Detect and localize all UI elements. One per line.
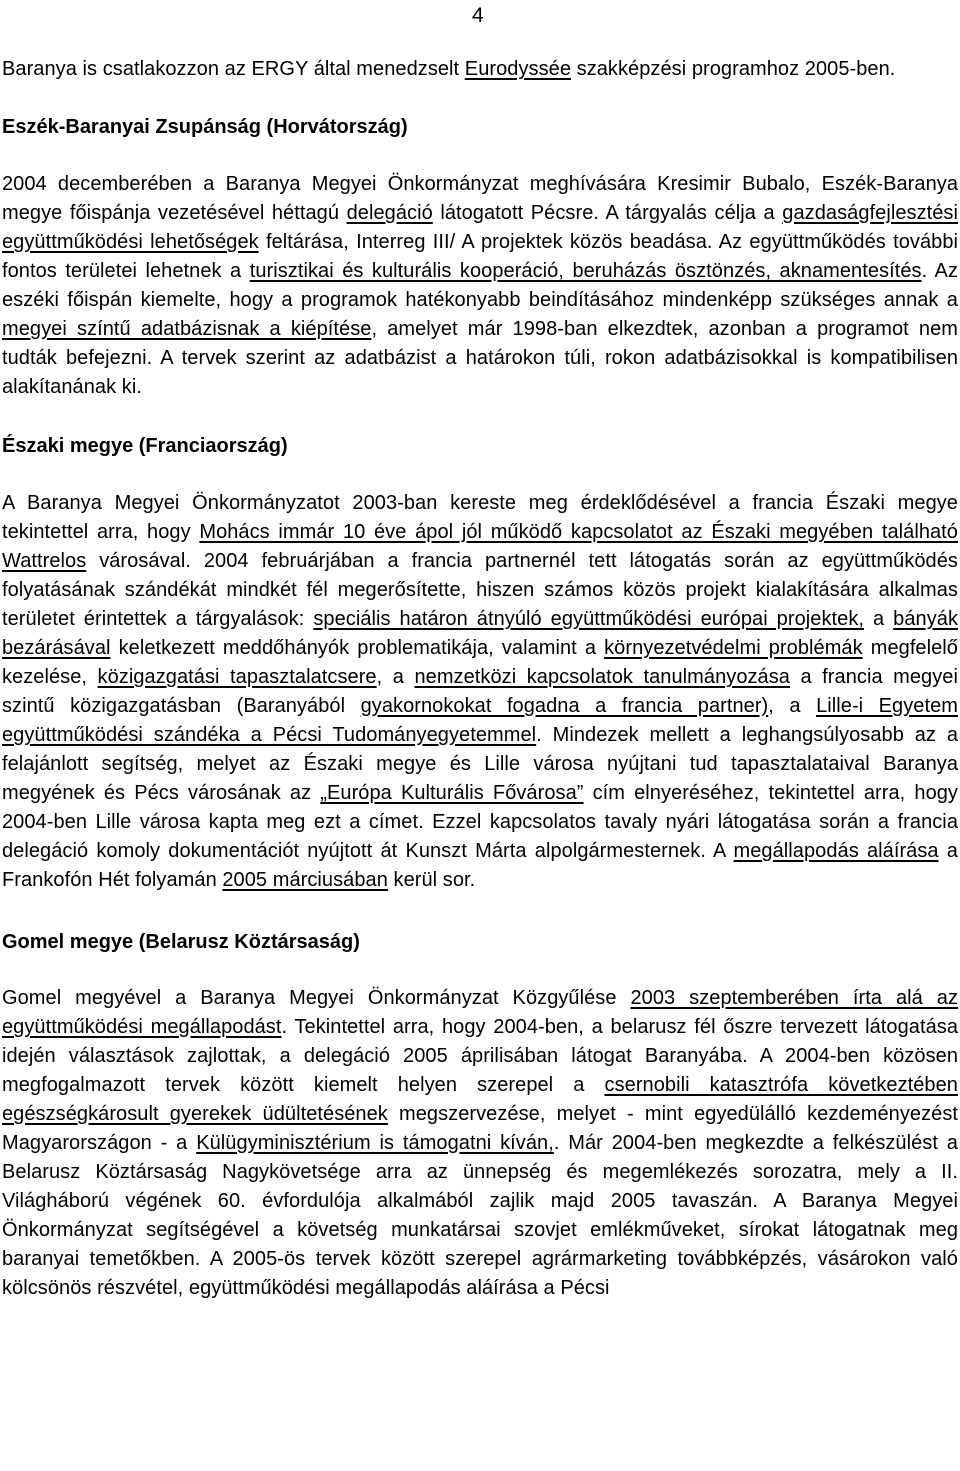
underlined-phrase: Külügyminisztérium is támogatni kíván, (196, 1132, 554, 1154)
underlined-phrase: Lille-i Egyetem együttműködési szándéka a Pécsi Tudományegyetemmel (2, 695, 958, 746)
text-segment: keletkezett meddőhányók problematikája, valamint a (110, 637, 605, 659)
underlined-phrase: 2005 márciusában (222, 869, 388, 891)
text-segment: cím elnyeréséhez, tekintettel arra, hogy 2004-ben Lille városa kapta meg ezt a címet. Ezzel kapcsolatos tavaly nyári látogatása során a francia delegáció komoly dokumentációt nyújtott át Kunszt Márta alpolgármesternek. A (2, 782, 958, 862)
underlined-phrase: csernobili katasztrófa következtében egészségkárosult gyerekek üdültetésének (2, 1074, 958, 1125)
underlined-phrase: „Európa Kulturális Fővárosa” (320, 782, 584, 804)
text-segment: a Frankofón Hét folyamán (2, 840, 958, 891)
text-segment: kerül sor. (387, 869, 476, 891)
underlined-phrase: gazdaságfejlesztési együttműködési lehetőségek (2, 202, 958, 253)
underlined-phrase: 2003 szeptemberében írta alá az együttműködési megállapodást (2, 987, 959, 1038)
page-number: 4 (472, 4, 484, 27)
underlined-phrase: Eurodyssée (464, 58, 572, 80)
text-segment: a francia megyei szintű közigazgatásban (Baranyából (2, 666, 958, 717)
text-segment: Baranya is csatlakozzon az ERGY által menedzselt (2, 58, 465, 80)
underlined-phrase: turisztikai és kulturális kooperáció, beruházás ösztönzés, aknamentesítés (249, 260, 922, 282)
underlined-phrase: környezetvédelmi problémák (604, 637, 863, 659)
intro-paragraph (2, 55, 958, 84)
text-segment: . Tekintettel arra, hogy 2004-ben, a belarusz fél őszre tervezett látogatása idején választások zajlottak, a delegáció 2005 áprilisában látogat Baranyába. A 2004-ben közösen megfogalmazott tervek között kiemelt helyen szerepel a (2, 1016, 959, 1096)
underlined-phrase: bányák bezárásával (2, 608, 959, 659)
text-segment: megfelelő kezelése, (2, 637, 958, 688)
underlined-phrase: gyakornokokat fogadna a francia partner) (360, 695, 769, 717)
section-paragraph-gomel-megye (2, 984, 958, 1303)
text-segment: Gomel megyével a Baranya Megyei Önkormányzat Közgyűlése (2, 987, 631, 1009)
section-heading-gomel-megye: Gomel megye (Belarusz Köztársaság) (2, 931, 360, 953)
text-segment: . Már 2004-ben megkezdte a felkészülést a Belarusz Köztársaság Nagykövetsége arra az ünnepség és megemlékezés sorozatra, mely a II. Világháború végének 60. évfordulója alkalmából zajlik majd 2005 tavaszán. A Baranya Megyei Önkormányzat segítségével a követség munkatársai szovjet emlékműveket, sírokat látogatnak meg baranyai temetőkben. A 2005-ös tervek között szerepel agrármarketing továbbképzés, vásárokon való kölcsönös részvétel, együttműködési megállapodás aláírása a Pécsi (2, 1132, 958, 1299)
underlined-phrase: delegáció (346, 202, 433, 224)
underlined-phrase: megállapodás aláírása (733, 840, 939, 862)
underlined-phrase: közigazgatási tapasztalatcsere (97, 666, 377, 688)
text-segment: városával. 2004 februárjában a francia partnernél tett látogatás során az együttműködés folyatásának szándékát mindkét fél megerősítette, hiszen számos közös projekt kialakítására alkalmas területet érintettek a tárgyalások: (2, 550, 958, 630)
underlined-phrase: megyei színtű adatbázisnak a kiépítése (2, 318, 372, 340)
underlined-phrase: Mohács immár 10 éve ápol jól működő kapcsolatot az Északi megyében található Wattrelos (2, 521, 958, 572)
underlined-phrase: speciális határon átnyúló együttműködési európai projektek, (313, 608, 864, 630)
text-segment: feltárása, Interreg III/ A projektek közös beadása. Az együttműködés további fontos területei lehetnek a (2, 231, 959, 282)
text-segment: . Mindezek mellett a leghangsúlyosabb az a felajánlott segítség, melyet az Északi megye és Lille városa nyújtani tud tapasztalataival Baranya megyének és Pécs városának az (2, 724, 958, 804)
text-segment: . Az eszéki főispán kiemelte, hogy a programok hatékonyabb beindításához mindenképp szükséges annak a (2, 260, 959, 311)
underlined-phrase: nemzetközi kapcsolatok tanulmányozása (414, 666, 790, 688)
text-segment: a (864, 608, 894, 630)
section-heading-eszek-baranya: Eszék-Baranyai Zsupánság (Horvátország) (2, 116, 408, 138)
text-segment: 2004 decemberében a Baranya Megyei Önkormányzat meghívására Kresimir Bubalo, Eszék-Baranya megye főispánja vezetésével héttagú (2, 173, 958, 224)
section-heading-eszaki-megye: Északi megye (Franciaország) (2, 435, 288, 457)
text-segment: , a (376, 666, 415, 688)
text-segment: , amelyet már 1998-ban elkezdtek, azonban a programot nem tudták befejezni. A tervek szerint az adatbázist a határokon túli, rokon adatbázisokkal is kompatibilisen alakítanának ki. (2, 318, 958, 398)
text-segment: látogatott Pécsre. A tárgyalás célja a (432, 202, 783, 224)
section-paragraph-eszek-baranya (2, 170, 958, 402)
section-paragraph-eszaki-megye (2, 489, 958, 895)
text-segment: megszervezése, melyet - mint egyedülálló kezdeményezést Magyarországon - a (2, 1103, 958, 1154)
text-segment: , a (768, 695, 817, 717)
text-segment: A Baranya Megyei Önkormányzatot 2003-ban kereste meg érdeklődésével a francia Északi megye tekintettel arra, hogy (2, 492, 958, 543)
document-body (2, 55, 958, 1303)
text-segment: szakképzési programhoz 2005-ben. (571, 58, 896, 80)
